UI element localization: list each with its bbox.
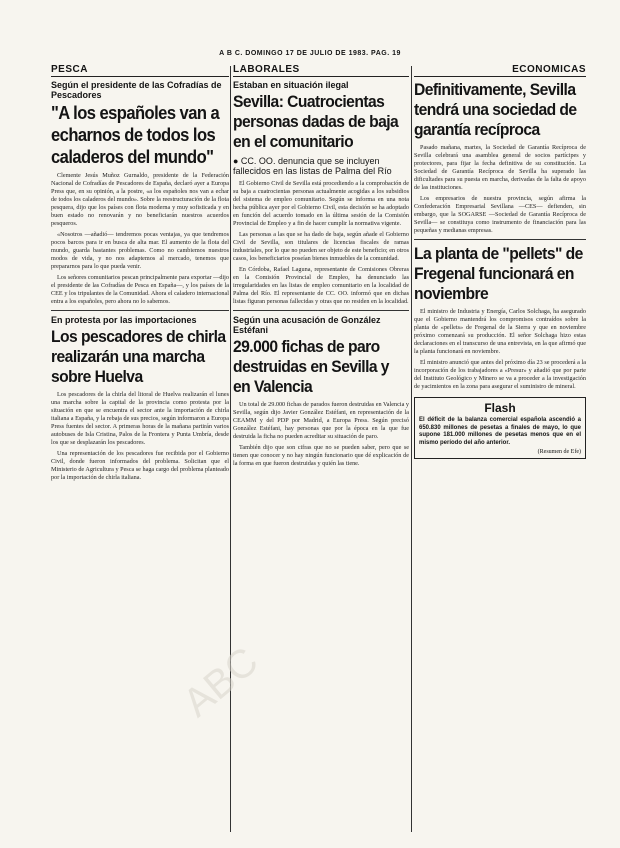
article-paragraph: Los señores comunitarios pescan principalmente para exportar —dijo el presidente de las Cofradías de Pesca en España—, y los países de la CEE y los tripulantes de la Comunidad. Ahora el caladero internacional entra a los españoles, pero ahora no lo sabemos. bbox=[51, 274, 229, 305]
article-paragraph: También dijo que son cifras que no se pueden saber, pero que se tienen que conocer y no hay ningún funcionario que dé explicación de la forma en que fueron destruidas y quién las tiene. bbox=[233, 444, 409, 467]
flash-source: (Resumen de Efe) bbox=[537, 449, 581, 455]
article-paragraph: Clemente Jesús Muñoz Gurnaldo, presidente de la Federación Nacional de Cofradías de Pescadores de España, declaró ayer a Europa Press que, en su opinión, a la postre, «a los españoles nos van a echar de todos los caladeros del mundo». Sobre la reestructuración de la flota pesquera, dijo que los países con flota moderna y muy sofisticada y en buen estado no renovarán y no beneficiarán nuestros acuerdos pesqueros. bbox=[51, 172, 229, 227]
article-kicker: Según una acusación de González Estéfani bbox=[233, 315, 381, 335]
article-paragraph: Los empresarios de nuestra provincia, según afirma la Confederación Empresarial Sevillana —CES— defienden, sin embargo, que la SOGARSE —Sociedad de Garantía Recíproca de Sevilla— se constituya como instrumento de financiación para las pequeñas y medianas empresas. bbox=[414, 195, 586, 234]
article-kicker: Según el presidente de las Cofradías de Pescadores bbox=[51, 80, 222, 100]
column-economicas bbox=[414, 64, 586, 834]
article-subheadline: ● CC. OO. denuncia que se incluyen fallecidos en las listas de Palma del Río bbox=[233, 156, 392, 176]
article-headline: 29.000 fichas de paro destruidas en Sevilla y en Valencia bbox=[233, 337, 389, 396]
column-laborales bbox=[233, 64, 409, 834]
article-paragraph: Los pescadores de la chirla del litoral de Huelva realizarán el lunes una marcha sobre la capital de la provincia como protesta por la situación en que se encuentra el sector ante la importación de chirla italiana a España, y la rebaja de sus precios, según informaron a Europa Press fuentes del sector. A primeras horas de la mañana partirán varios autobuses de Isla Cristina, Palos de la Frontera y Punta Umbría, desde los que se desplazarán los pescadores. bbox=[51, 391, 229, 446]
section-label-economicas: ECONOMICAS bbox=[414, 64, 586, 77]
article-paragraph: Una representación de los pescadores fue recibida por el Gobierno Civil, donde fueron informados del problema. Solicitan que el Ministerio de Agricultura y Pesca se haga cargo del problema planteado por la importación de chirla italiana. bbox=[51, 450, 229, 481]
article-divider bbox=[51, 310, 229, 311]
article-kicker: Estaban en situación ilegal bbox=[233, 80, 349, 90]
flash-text: El déficit de la balanza comercial española ascendió a 650.830 millones de pesetas a finales de mayo, lo que supone 181.000 millones de pesetas menos que en el mismo período del año anterior. bbox=[419, 417, 581, 446]
section-label-laborales: LABORALES bbox=[233, 64, 409, 77]
flash-title: Flash bbox=[484, 401, 516, 415]
column-divider bbox=[411, 66, 412, 832]
article-headline: La planta de "pellets" de Fregenal funcionará en noviembre bbox=[414, 244, 583, 303]
article-paragraph: El ministro de Industria y Energía, Carlos Solchaga, ha asegurado que el Gobierno mantendrá los compromisos contraídos sobre la planta de «pellets» de Fregenal de la Sierra y que en noviembre próximo comenzará su producción. El señor Solchaga hizo estas declaraciones en el transcurso de una entrevista, en la que afirmó que la planta funcionará en noviembre. bbox=[414, 308, 586, 355]
flash-box bbox=[414, 397, 586, 459]
article-headline: Sevilla: Cuatrocientas personas dadas de baja en el comunitario bbox=[233, 92, 399, 151]
article-paragraph: El Gobierno Civil de Sevilla está procediendo a la comprobación de su baja a cuatrocientas personas actualmente acogidas a los subsidios del sistema de empleo comunitario. Según se informa en una nota hecha pública ayer por el Gobierno Civil, esta decisión se ha adoptado en función del acuerdo tomado en la última sesión de la Comisión Provincial de Empleo y a fin de hacer cumplir la normativa vigente. bbox=[233, 180, 409, 227]
article-paragraph: En Córdoba, Rafael Laguna, representante de Comisiones Obreras en la Comisión Provincial de Empleo, ha denunciado las irregularidades en las listas de empleo comunitario en la localidad de Palma del Río. El representante de CC. OO. informó que en dichas listas figuran personas fallecidas y otras que no residen en la localidad. bbox=[233, 266, 409, 305]
article-divider bbox=[233, 310, 409, 311]
column-divider bbox=[230, 66, 231, 832]
article-headline: "A los españoles van a echarnos de todos los caladeros del mundo" bbox=[51, 103, 220, 167]
article-paragraph: El ministro anunció que antes del próximo día 23 se procederá a la incorporación de los trabajadores a «Presur» y añadió que por parte del Instituto Geológico y Minero se va a proceder a la investigación de yacimientos en la zona para asegurar el suministro de mineral. bbox=[414, 359, 586, 390]
watermark-logo: ABC bbox=[175, 638, 267, 726]
article-headline: Definitivamente, Sevilla tendrá una sociedad de garantía recíproca bbox=[414, 80, 577, 139]
page-header: A B C. DOMINGO 17 DE JULIO DE 1983. PAG. 19 bbox=[219, 50, 401, 57]
article-headline: Los pescadores de chirla realizarán una marcha sobre Huelva bbox=[51, 327, 226, 386]
column-pesca bbox=[51, 64, 229, 834]
section-label-pesca: PESCA bbox=[51, 64, 229, 77]
article-paragraph: Pasado mañana, martes, la Sociedad de Garantía Recíproca de Sevilla celebrará una asamblea general de socios partícipes y protectores, para fijar la fecha definitiva de su constitución. La Sociedad de Garantía Recíproca de Sevilla ha superado las dificultades para su puesta en marcha, derivadas de la falta de apoyo de las instituciones. bbox=[414, 144, 586, 191]
article-paragraph: Las personas a las que se ha dado de baja, según añade el Gobierno Civil de Sevilla, son titulares de licencias fiscales de ramas industriales, por lo que no pueden ser objeto de este beneficio; en otros casos, los beneficiarios poseían bienes inmuebles de la comunidad. bbox=[233, 231, 409, 262]
article-divider bbox=[414, 239, 586, 240]
article-kicker: En protesta por las importaciones bbox=[51, 315, 197, 325]
article-paragraph: Un total de 29.000 fichas de parados fueron destruidas en Valencia y Sevilla, según dijo Javier González Estéfani, en representación de la CEAMM y del PDP por Madrid, a Europa Press. Según precisó González Estéfani, hay personas que por la época en la que fue destruida la ficha no pueden acreditar su situación de paro. bbox=[233, 401, 409, 440]
article-paragraph: «Nosotros —añadió— tendremos pocas ventajas, ya que tendremos pocos barcos para ir en busca de alta mar. El aumento de la flota del mundo, guarda bastantes problemas. Como no cambiemos nuestros modos de vida, y no nos adaptemos al mercado, tenemos que prepararnos para lo que pueda venir. bbox=[51, 231, 229, 270]
